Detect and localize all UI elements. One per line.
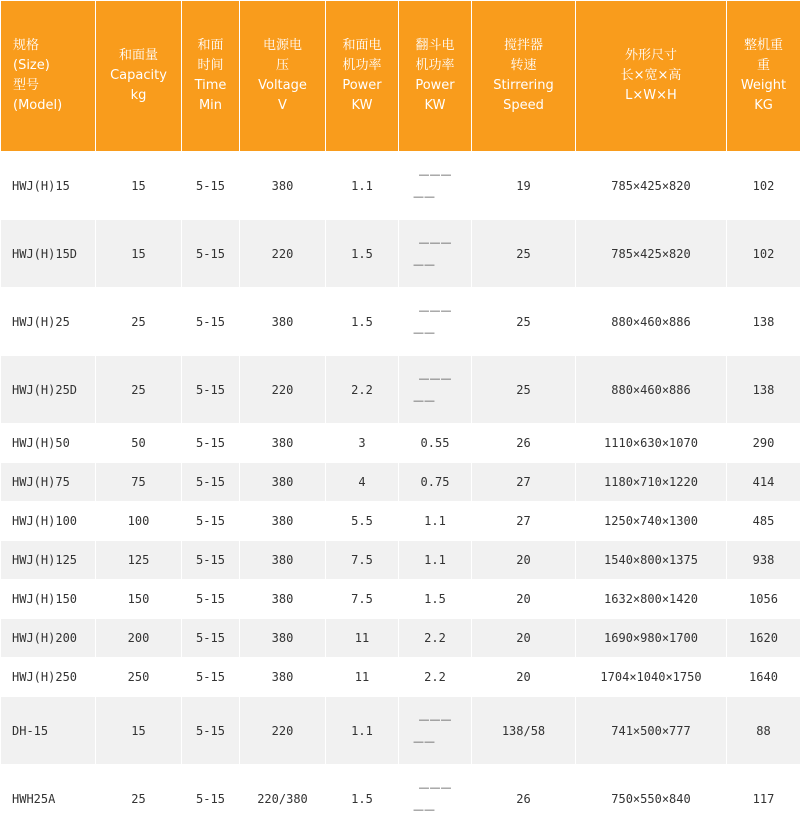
- flip-power-cell: [399, 697, 472, 765]
- weight-cell: 485: [727, 502, 800, 541]
- voltage-cell: 380: [240, 502, 326, 541]
- voltage-cell: 220: [240, 697, 326, 765]
- capacity-cell: 15: [96, 697, 182, 765]
- size-cell: 785×425×820: [576, 152, 727, 220]
- flip-power-cell: 1.1: [399, 541, 472, 580]
- dash-placeholder: ——: [401, 186, 469, 208]
- voltage-cell: 380: [240, 424, 326, 463]
- size-cell: 1250×740×1300: [576, 502, 727, 541]
- table-row: [1, 463, 800, 502]
- size-cell: 1632×800×1420: [576, 580, 727, 619]
- speed-cell: 27: [472, 463, 576, 502]
- weight-cell: 1056: [727, 580, 800, 619]
- time-cell: 5-15: [182, 658, 240, 697]
- speed-cell: 25: [472, 356, 576, 424]
- time-cell: 5-15: [182, 288, 240, 356]
- dash-placeholder: ———: [401, 232, 469, 254]
- voltage-cell: 380: [240, 152, 326, 220]
- flip-power-cell: [399, 152, 472, 220]
- dash-placeholder: ———: [401, 777, 469, 799]
- size-cell: 785×425×820: [576, 220, 727, 288]
- power-cell: 11: [326, 619, 399, 658]
- flip-power-cell: 0.55: [399, 424, 472, 463]
- flip-power-cell: [399, 288, 472, 356]
- power-cell: 1.1: [326, 697, 399, 765]
- voltage-cell: 380: [240, 619, 326, 658]
- speed-cell: 20: [472, 658, 576, 697]
- voltage-cell: 220: [240, 356, 326, 424]
- model-cell: HWJ(H)15: [1, 152, 96, 220]
- size-cell: 1540×800×1375: [576, 541, 727, 580]
- size-cell: 1690×980×1700: [576, 619, 727, 658]
- speed-cell: 20: [472, 619, 576, 658]
- capacity-cell: 15: [96, 152, 182, 220]
- flip-power-cell: 2.2: [399, 658, 472, 697]
- time-cell: 5-15: [182, 619, 240, 658]
- size-cell: 750×550×840: [576, 765, 727, 833]
- capacity-cell: 150: [96, 580, 182, 619]
- capacity-cell: 25: [96, 765, 182, 833]
- speed-cell: 27: [472, 502, 576, 541]
- model-cell: HWJ(H)200: [1, 619, 96, 658]
- speed-cell: 25: [472, 288, 576, 356]
- header-speed: 搅拌器 转速 Stirrering Speed: [472, 1, 576, 152]
- header-time: 和面 时间 Time Min: [182, 1, 240, 152]
- flip-power-cell: 1.5: [399, 580, 472, 619]
- speed-cell: 20: [472, 541, 576, 580]
- power-cell: 2.2: [326, 356, 399, 424]
- header-flip-power: 翻斗电 机功率 Power KW: [399, 1, 472, 152]
- weight-cell: 414: [727, 463, 800, 502]
- capacity-cell: 125: [96, 541, 182, 580]
- model-cell: HWJ(H)15D: [1, 220, 96, 288]
- flip-power-cell: [399, 765, 472, 833]
- capacity-cell: 200: [96, 619, 182, 658]
- table-row: [1, 356, 800, 424]
- capacity-cell: 15: [96, 220, 182, 288]
- flip-power-cell: 2.2: [399, 619, 472, 658]
- time-cell: 5-15: [182, 697, 240, 765]
- power-cell: 7.5: [326, 541, 399, 580]
- flip-power-cell: [399, 220, 472, 288]
- time-cell: 5-15: [182, 220, 240, 288]
- power-cell: 4: [326, 463, 399, 502]
- size-cell: 880×460×886: [576, 288, 727, 356]
- table-row: [1, 658, 800, 697]
- capacity-cell: 50: [96, 424, 182, 463]
- dash-placeholder: ———: [401, 368, 469, 390]
- time-cell: 5-15: [182, 580, 240, 619]
- weight-cell: 138: [727, 356, 800, 424]
- table-row: [1, 288, 800, 356]
- speed-cell: 25: [472, 220, 576, 288]
- power-cell: 1.5: [326, 765, 399, 833]
- header-model: 规格 (Size) 型号 (Model): [1, 1, 96, 152]
- time-cell: 5-15: [182, 463, 240, 502]
- header-capacity: 和面量 Capacity kg: [96, 1, 182, 152]
- time-cell: 5-15: [182, 424, 240, 463]
- size-cell: 1704×1040×1750: [576, 658, 727, 697]
- power-cell: 11: [326, 658, 399, 697]
- weight-cell: 102: [727, 152, 800, 220]
- speed-cell: 138/58: [472, 697, 576, 765]
- model-cell: HWJ(H)250: [1, 658, 96, 697]
- voltage-cell: 380: [240, 288, 326, 356]
- table-row: [1, 502, 800, 541]
- model-cell: DH-15: [1, 697, 96, 765]
- table-row: [1, 619, 800, 658]
- capacity-cell: 25: [96, 356, 182, 424]
- model-cell: HWJ(H)125: [1, 541, 96, 580]
- model-cell: HWJ(H)150: [1, 580, 96, 619]
- table-row: [1, 424, 800, 463]
- table-row: [1, 541, 800, 580]
- table-row: [1, 152, 800, 220]
- table-row: [1, 220, 800, 288]
- time-cell: 5-15: [182, 765, 240, 833]
- dash-placeholder: ——: [401, 254, 469, 276]
- model-cell: HWJ(H)25: [1, 288, 96, 356]
- model-cell: HWH25A: [1, 765, 96, 833]
- voltage-cell: 380: [240, 463, 326, 502]
- power-cell: 7.5: [326, 580, 399, 619]
- flip-power-cell: [399, 356, 472, 424]
- dash-placeholder: ——: [401, 799, 469, 821]
- speed-cell: 26: [472, 765, 576, 833]
- voltage-cell: 220/380: [240, 765, 326, 833]
- voltage-cell: 220: [240, 220, 326, 288]
- size-cell: 880×460×886: [576, 356, 727, 424]
- header-voltage: 电源电 压 Voltage V: [240, 1, 326, 152]
- header-row: [1, 1, 800, 152]
- weight-cell: 88: [727, 697, 800, 765]
- capacity-cell: 25: [96, 288, 182, 356]
- size-cell: 741×500×777: [576, 697, 727, 765]
- time-cell: 5-15: [182, 152, 240, 220]
- speed-cell: 20: [472, 580, 576, 619]
- dash-placeholder: ——: [401, 390, 469, 412]
- capacity-cell: 100: [96, 502, 182, 541]
- time-cell: 5-15: [182, 502, 240, 541]
- model-cell: HWJ(H)25D: [1, 356, 96, 424]
- speed-cell: 26: [472, 424, 576, 463]
- table-row: [1, 580, 800, 619]
- size-cell: 1110×630×1070: [576, 424, 727, 463]
- model-cell: HWJ(H)50: [1, 424, 96, 463]
- dash-placeholder: ——: [401, 322, 469, 344]
- dash-placeholder: ——: [401, 731, 469, 753]
- time-cell: 5-15: [182, 541, 240, 580]
- weight-cell: 117: [727, 765, 800, 833]
- dash-placeholder: ———: [401, 164, 469, 186]
- model-cell: HWJ(H)100: [1, 502, 96, 541]
- table-row: [1, 765, 800, 833]
- weight-cell: 1620: [727, 619, 800, 658]
- weight-cell: 102: [727, 220, 800, 288]
- power-cell: 5.5: [326, 502, 399, 541]
- power-cell: 1.1: [326, 152, 399, 220]
- time-cell: 5-15: [182, 356, 240, 424]
- voltage-cell: 380: [240, 580, 326, 619]
- dash-placeholder: ———: [401, 300, 469, 322]
- header-size: 外形尺寸 长×宽×高 L×W×H: [576, 1, 727, 152]
- header-weight: 整机重 重 Weight KG: [727, 1, 800, 152]
- power-cell: 3: [326, 424, 399, 463]
- capacity-cell: 250: [96, 658, 182, 697]
- model-cell: HWJ(H)75: [1, 463, 96, 502]
- header-power: 和面电 机功率 Power KW: [326, 1, 399, 152]
- power-cell: 1.5: [326, 220, 399, 288]
- weight-cell: 138: [727, 288, 800, 356]
- capacity-cell: 75: [96, 463, 182, 502]
- power-cell: 1.5: [326, 288, 399, 356]
- weight-cell: 1640: [727, 658, 800, 697]
- flip-power-cell: 1.1: [399, 502, 472, 541]
- speed-cell: 19: [472, 152, 576, 220]
- weight-cell: 938: [727, 541, 800, 580]
- table-row: [1, 697, 800, 765]
- voltage-cell: 380: [240, 658, 326, 697]
- flip-power-cell: 0.75: [399, 463, 472, 502]
- voltage-cell: 380: [240, 541, 326, 580]
- dash-placeholder: ———: [401, 709, 469, 731]
- weight-cell: 290: [727, 424, 800, 463]
- size-cell: 1180×710×1220: [576, 463, 727, 502]
